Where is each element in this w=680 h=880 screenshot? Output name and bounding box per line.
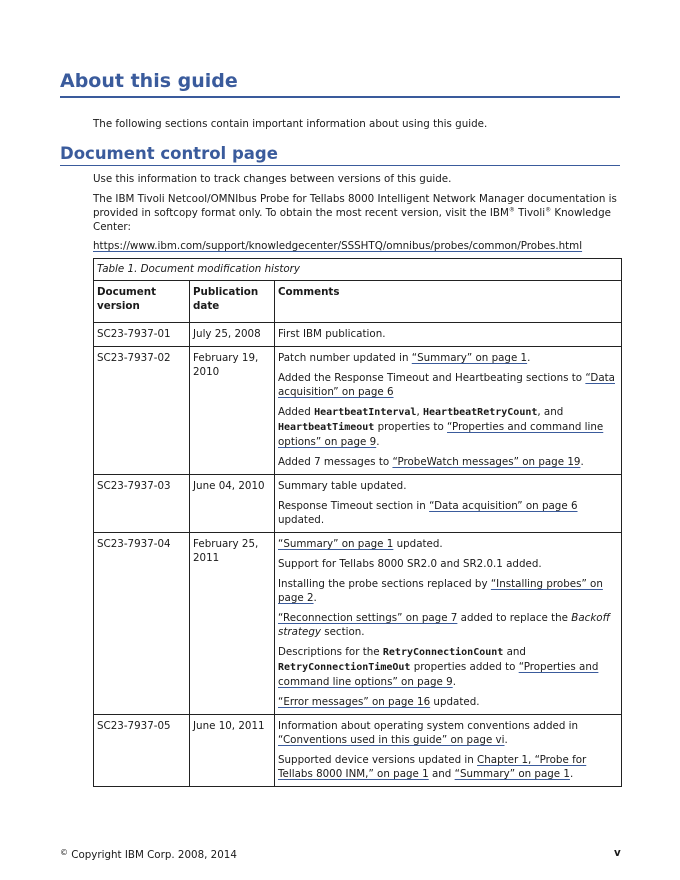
property-name: HeartbeatTimeout — [278, 422, 375, 433]
summary-link[interactable]: “Summary” on page 1 — [411, 352, 528, 364]
table-row — [94, 475, 622, 533]
comment-text: Supported device versions updated in Chapter 1, “Probe for Tellabs 8000 INM,” on page 1 and “Summary” on page 1. — [278, 754, 587, 780]
installing-probes-link[interactable]: “Installing probes” on page 2 — [278, 578, 603, 604]
date-cell: February 25, 2011 — [190, 533, 275, 715]
table-row — [94, 323, 622, 347]
comment-text: Summary table updated. — [278, 480, 407, 492]
comment-text: First IBM publication. — [278, 328, 386, 340]
summary-link[interactable]: “Summary” on page 1 — [454, 768, 570, 780]
version-cell: SC23-7937-05 — [94, 715, 190, 787]
date-cell: June 04, 2010 — [190, 475, 275, 533]
copyright-symbol: © — [60, 848, 68, 857]
header-comments: Comments — [275, 281, 622, 323]
summary-link[interactable]: “Summary” on page 1 — [278, 538, 394, 550]
comment-text: Descriptions for the RetryConnectionCount and RetryConnectionTimeOut properties added to “Properties and command line options” on page 9. — [278, 646, 599, 688]
table-caption: Table 1. Document modification history — [94, 259, 622, 281]
comment-text: Patch number updated in “Summary” on page 1. — [278, 352, 531, 364]
guide-title: About this guide — [60, 70, 620, 98]
intro-text: The following sections contain important information about using this guide. — [93, 118, 488, 130]
probewatch-messages-link[interactable]: “ProbeWatch messages” on page 19 — [392, 456, 581, 468]
reconnection-settings-link[interactable]: “Reconnection settings” on page 7 — [278, 612, 458, 624]
error-messages-link[interactable]: “Error messages” on page 16 — [278, 696, 431, 708]
conventions-link[interactable]: “Conventions used in this guide” on page vi — [278, 734, 505, 746]
property-name: HeartbeatInterval — [314, 407, 417, 418]
comment-text: “Summary” on page 1 updated. — [278, 538, 443, 550]
version-cell: SC23-7937-01 — [94, 323, 190, 347]
table-row — [94, 715, 622, 787]
table-row — [94, 347, 622, 475]
comment-text: Added HeartbeatInterval, HeartbeatRetryCount, and HeartbeatTimeout properties to “Properties and command line options” on page 9. — [278, 406, 604, 448]
modification-history-table — [93, 258, 622, 787]
header-publication-date: Publication date — [190, 281, 275, 323]
comment-text: Support for Tellabs 8000 SR2.0 and SR2.0.1 added. — [278, 558, 542, 570]
section-title: Document control page — [60, 144, 620, 166]
comment-text: Information about operating system conventions added in “Conventions used in this guide” on page vi. — [278, 720, 579, 746]
version-cell: SC23-7937-03 — [94, 475, 190, 533]
comments-cell — [275, 475, 622, 533]
comment-text: “Error messages” on page 16 updated. — [278, 696, 480, 708]
table-caption-row — [94, 259, 622, 281]
comments-cell — [275, 347, 622, 475]
comment-text: Response Timeout section in “Data acquisition” on page 6 updated. — [278, 500, 578, 526]
knowledge-center-url — [93, 239, 620, 253]
comments-cell — [275, 323, 622, 347]
comment-text: “Reconnection settings” on page 7 added to replace the Backoff strategy section. — [278, 612, 611, 638]
chapter-1-link[interactable]: Chapter 1, “Probe for Tellabs 8000 INM,” on page 1 — [278, 754, 587, 780]
copyright-footer: © Copyright IBM Corp. 2008, 2014 — [60, 848, 237, 861]
property-name: HeartbeatRetryCount — [423, 407, 538, 418]
properties-link[interactable]: “Properties and command line options” on page 9 — [278, 661, 599, 688]
date-cell: June 10, 2011 — [190, 715, 275, 787]
comments-cell — [275, 715, 622, 787]
property-name: RetryConnectionCount — [382, 647, 504, 658]
comment-text: Installing the probe sections replaced by “Installing probes” on page 2. — [278, 578, 603, 604]
table-header-row — [94, 281, 622, 323]
date-cell: February 19, 2010 — [190, 347, 275, 475]
comment-text: Added the Response Timeout and Heartbeating sections to “Data acquisition” on page 6 — [278, 372, 615, 398]
version-cell: SC23-7937-04 — [94, 533, 190, 715]
data-acquisition-link[interactable]: “Data acquisition” on page 6 — [278, 372, 615, 398]
table-row — [94, 533, 622, 715]
knowledge-center-link[interactable]: https://www.ibm.com/support/knowledgecenter/SSSHTQ/omnibus/probes/common/Probes.html — [93, 240, 583, 252]
data-acquisition-link[interactable]: “Data acquisition” on page 6 — [429, 500, 578, 512]
header-document-version: Document version — [94, 281, 190, 323]
version-cell: SC23-7937-02 — [94, 347, 190, 475]
date-cell: July 25, 2008 — [190, 323, 275, 347]
softcopy-text: The IBM Tivoli Netcool/OMNIbus Probe for Tellabs 8000 Intelligent Network Manager documentation is provided in softcopy format only. To obtain the most recent version, visit the IBM® Tivoli® Knowledge Center: — [93, 193, 617, 233]
track-changes-text: Use this information to track changes between versions of this guide. — [93, 173, 452, 185]
comments-cell — [275, 533, 622, 715]
properties-link[interactable]: “Properties and command line options” on page 9 — [278, 421, 604, 448]
page-number: v — [614, 847, 621, 859]
property-name: RetryConnectionTimeOut — [278, 662, 411, 673]
comment-text: Added 7 messages to “ProbeWatch messages” on page 19. — [278, 456, 584, 468]
